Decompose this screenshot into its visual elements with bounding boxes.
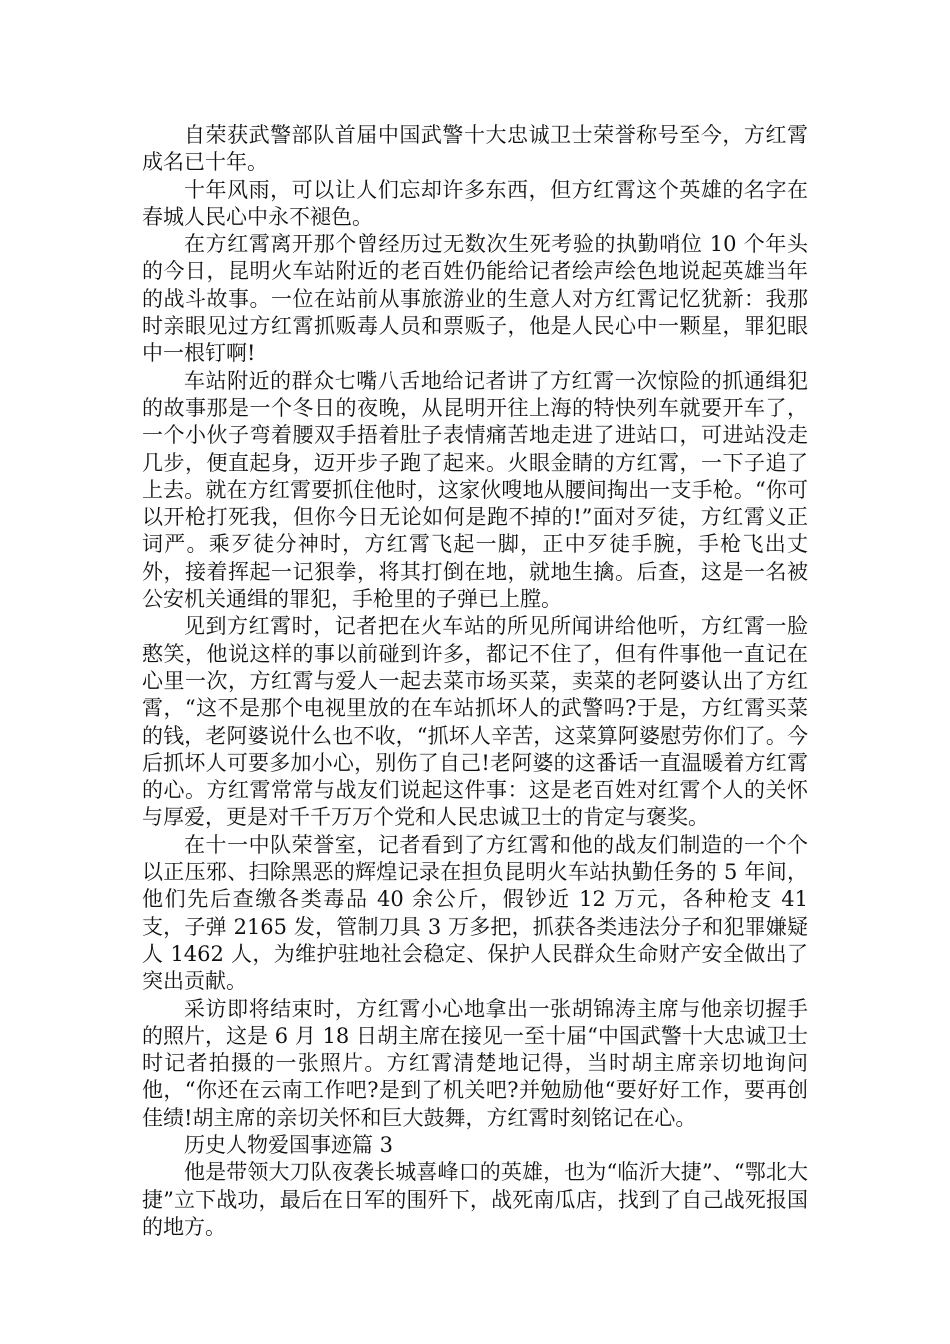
paragraph: 他是带领大刀队夜袭长城喜峰口的英雄，也为“临沂大捷”、“鄂北大捷”立下战功，最后在日军的围歼下，战死南瓜店，找到了自己战死报国的地方。 xyxy=(142,1160,808,1239)
section-heading: 历史人物爱国事迹篇 3 xyxy=(184,1132,394,1157)
paragraph: 采访即将结束时，方红霄小心地拿出一张胡锦涛主席与他亲切握手的照片，这是 6 月 18 日胡主席在接见一至十届“中国武警十大忠诚卫士时记者拍摄的一张照片。方红霄清楚地记得，当时胡主席亲切地询问他，“你还在云南工作吧?是到了机关吧?并勉励他“要好好工作，要再创佳绩!胡主席的亲切关怀和巨大鼓舞，方红霄时刻铭记在心。 xyxy=(142,996,808,1130)
paragraph: 车站附近的群众七嘴八舌地给记者讲了方红霄一次惊险的抓通缉犯的故事那是一个冬日的夜晚，从昆明开往上海的特快列车就要开车了，一个小伙子弯着腰双手捂着肚子表情痛苦地走进了进站口，可进站没走几步，便直起身，迈开步子跑了起来。火眼金睛的方红霄，一下子追了上去。就在方红霄要抓住他时，这家伙嗖地从腰间掏出一支手枪。“你可以开枪打死我，但你今日无论如何是跑不掉的!”面对歹徒，方红霄义正词严。乘歹徒分神时，方红霄飞起一脚，正中歹徒手腕，手枪飞出丈外，接着挥起一记狠拳，将其打倒在地，就地生擒。后查，这是一名被公安机关通缉的罪犯，手枪里的子弹已上膛。 xyxy=(142,368,808,612)
paragraph: 在十一中队荣誉室，记者看到了方红霄和他的战友们制造的一个个以正压邪、扫除黑恶的辉煌记录在担负昆明火车站执勤任务的 5 年间，他们先后查缴各类毒品 40 余公斤，假钞近 12 万元，各种枪支 41 支，子弹 2165 发，管制刀具 3 万多把，抓获各类违法分子和犯罪嫌疑人 1462 人，为维护驻地社会稳定、保护人民群众生命财产安全做出了突出贡献。 xyxy=(142,832,808,994)
paragraph: 见到方红霄时，记者把在火车站的所见所闻讲给他听，方红霄一脸憨笑，他说这样的事以前碰到许多，都记不住了，但有件事他一直记在心里一次，方红霄与爱人一起去菜市场买菜，卖菜的老阿婆认出了方红霄，“这不是那个电视里放的在车站抓坏人的武警吗?于是，方红霄买菜的钱，老阿婆说什么也不收，“抓坏人辛苦，这菜算阿婆慰劳你们了。今后抓坏人可要多加小心，别伤了自己!老阿婆的这番话一直温暖着方红霄的心。方红霄常常与战友们说起这件事：这是老百姓对红霄个人的关怀与厚爱，更是对千千万万个党和人民忠诚卫士的肯定与褒奖。 xyxy=(142,614,808,830)
paragraph: 自荣获武警部队首届中国武警十大忠诚卫士荣誉称号至今，方红霄成名已十年。 xyxy=(142,123,808,175)
document-body xyxy=(142,122,808,1241)
paragraph: 十年风雨，可以让人们忘却许多东西，但方红霄这个英雄的名字在春城人民心中永不褪色。 xyxy=(142,177,808,229)
paragraph: 在方红霄离开那个曾经历过无数次生死考验的执勤哨位 10 个年头的今日，昆明火车站附近的老百姓仍能给记者绘声绘色地说起英雄当年的战斗故事。一位在站前从事旅游业的生意人对方红霄记忆犹新：我那时亲眼见过方红霄抓贩毒人员和票贩子，他是人民心中一颗星，罪犯眼中一根钉啊! xyxy=(142,232,808,366)
